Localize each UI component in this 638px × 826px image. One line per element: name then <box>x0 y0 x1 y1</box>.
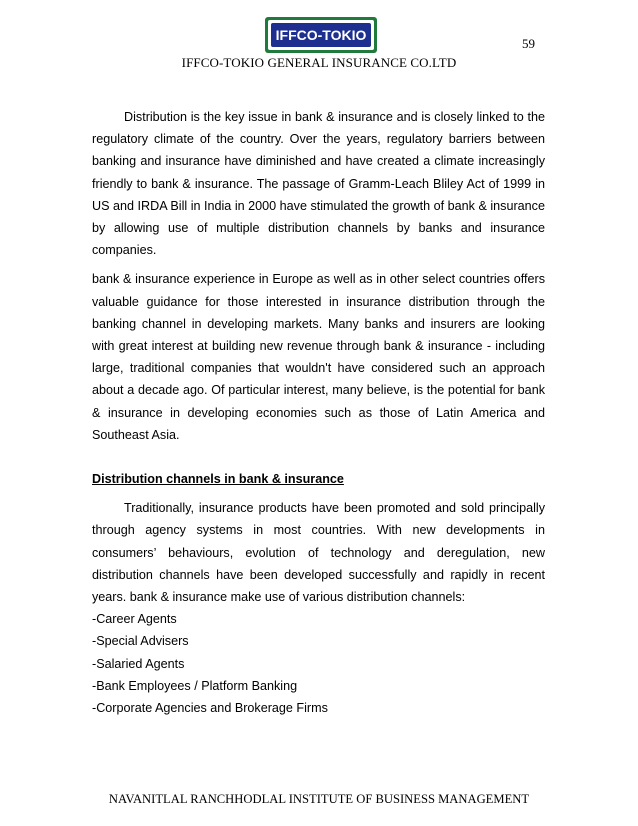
page-number: 59 <box>522 36 535 51</box>
document-body <box>92 106 545 719</box>
paragraph-europe-experience: bank & insurance experience in Europe as well as in other select countries offers valuable guidance for those interested in insurance distribution through the banking channel in developing markets. Many banks and insurers are looking with great interest at building new revenue through bank & insurance - including large, traditional companies that wouldn't have considered such an approach about a decade ago. Of particular interest, many believe, is the potential for bank & insurance in developing economies such as those of Latin America and Southeast Asia. <box>92 272 545 442</box>
iffco-tokio-logo-graphic <box>265 17 377 53</box>
list-item-corporate-agencies: -Corporate Agencies and Brokerage Firms <box>92 701 328 716</box>
company-header: IFFCO-TOKIO GENERAL INSURANCE CO.LTD <box>181 55 457 70</box>
list-item-career-agents: -Career Agents <box>92 612 177 627</box>
paragraph-distribution-intro: Distribution is the key issue in bank & insurance and is closely linked to the regulatory climate of the country. Over the years, regulatory barriers between banking and insurance have diminished and have created a climate increasingly friendly to bank & insurance. The passage of Gramm-Leach Bliley Act of 1999 in US and IRDA Bill in India in 2000 have stimulated the growth of bank & insurance by allowing use of multiple distribution channels by banks and insurance companies. <box>92 110 545 258</box>
footer-institute: NAVANITLAL RANCHHODLAL INSTITUTE OF BUSINESS MANAGEMENT <box>108 792 530 806</box>
company-logo <box>265 17 377 53</box>
section-heading: Distribution channels in bank & insurance <box>92 472 344 487</box>
paragraph-traditional-channels: Traditionally, insurance products have been promoted and sold principally through agency systems in most countries. With new developments in consumers’ behaviours, evolution of technology and deregulation, new distribution channels have been developed successfully and rapidly in recent years. bank & insurance make use of various distribution channels: <box>92 501 545 605</box>
list-item-special-advisers: -Special Advisers <box>92 634 189 649</box>
list-item-salaried-agents: -Salaried Agents <box>92 656 185 671</box>
list-item-bank-employees: -Bank Employees / Platform Banking <box>92 678 298 693</box>
logo-text: IFFCO-TOKIO <box>275 27 367 43</box>
